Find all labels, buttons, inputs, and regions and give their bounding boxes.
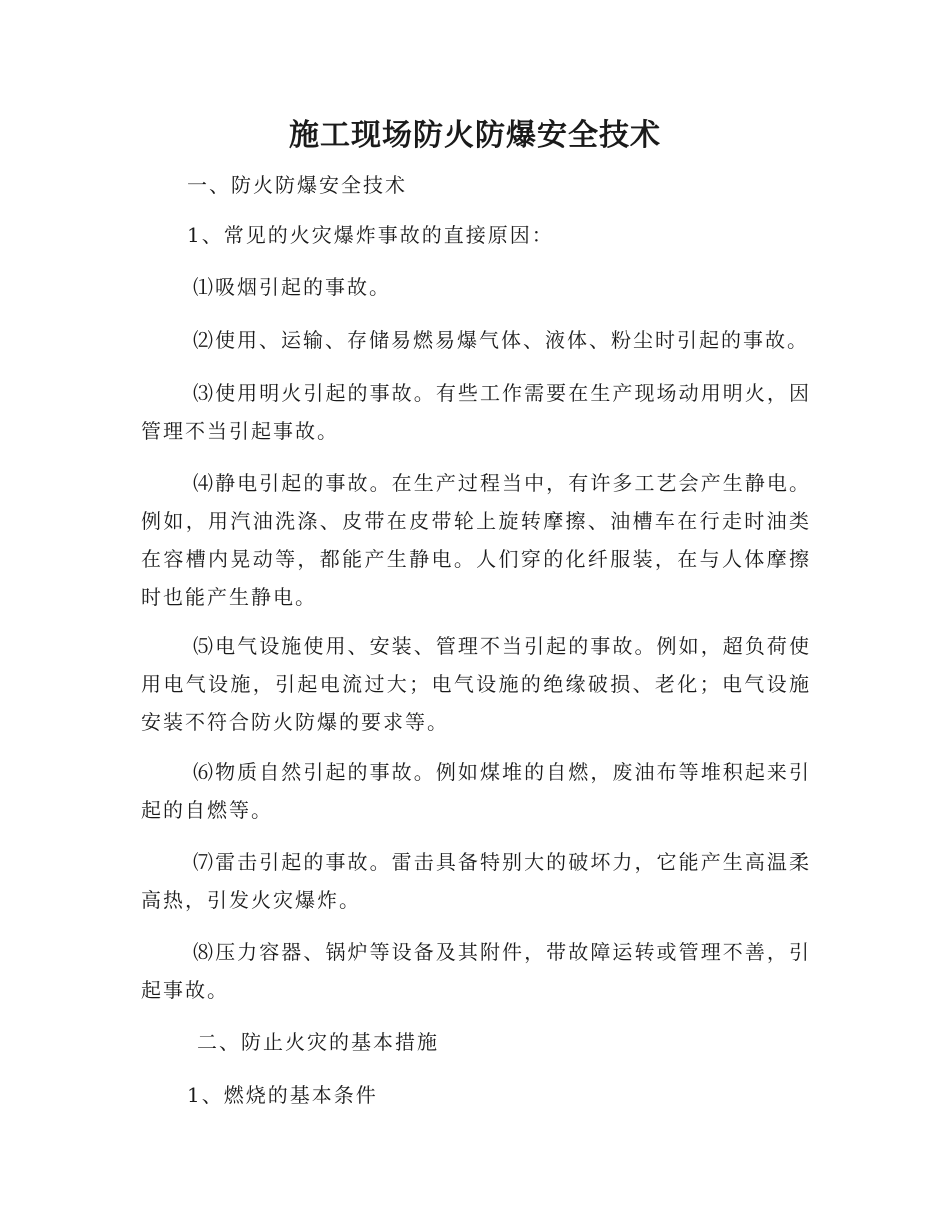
cause-item-5: ⑸电气设施使用、安装、管理不当引起的事故。例如，超负荷使用电气设施，引起电流过大；电气设施的绝缘破损、老化；电气设施安装不符合防火防爆的要求等。	[141, 634, 811, 734]
cause-item-2: ⑵使用、运输、存储易燃易爆气体、液体、粉尘时引起的事故。	[193, 328, 809, 352]
cause-item-7: ⑺雷击引起的事故。雷击具备特别大的破坏力，它能产生高温柔高热，引发火灾爆炸。	[141, 850, 811, 912]
cause-item-6: ⑹物质自然引起的事故。例如煤堆的自燃，废油布等堆积起来引起的自燃等。	[141, 760, 811, 822]
cause-item-8: ⑻压力容器、锅炉等设备及其附件，带故障运转或管理不善，引起事故。	[141, 940, 811, 1002]
cause-item-4: ⑷静电引起的事故。在生产过程当中，有许多工艺会产生静电。例如，用汽油洗涤、皮带在皮带轮上旋转摩擦、油槽车在行走时油类在容槽内晃动等，都能产生静电。人们穿的化纤服装，在与人体摩擦时也能产生静电。	[141, 471, 811, 609]
cause-item-3: ⑶使用明火引起的事故。有些工作需要在生产现场动用明火，因管理不当引起事故。	[141, 381, 811, 443]
section-heading-fire-explosion-prevention: 一、防火防爆安全技术	[187, 173, 407, 197]
section-heading-fire-prevention-measures: 二、防止火灾的基本措施	[197, 1030, 439, 1054]
cause-item-1: ⑴吸烟引起的事故。	[193, 275, 391, 299]
document-title: 施工现场防火防爆安全技术	[289, 118, 661, 153]
subheading-combustion-conditions: 1、燃烧的基本条件	[187, 1083, 378, 1107]
subheading-common-causes: 1、常见的火灾爆炸事故的直接原因：	[187, 223, 554, 247]
